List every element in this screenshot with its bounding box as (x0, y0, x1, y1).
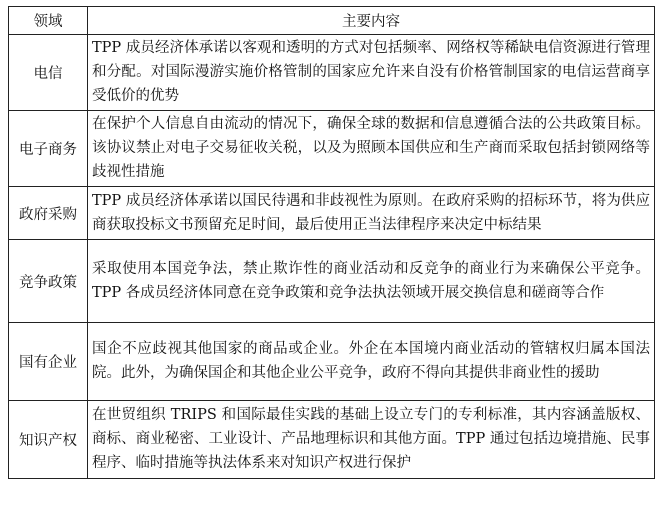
content-table (8, 6, 655, 479)
header-content: 主要内容 (88, 7, 655, 35)
row-domain-cell: 电信 (9, 35, 88, 111)
row-domain-cell: 国有企业 (9, 323, 88, 401)
row-content-cell: 采取使用本国竞争法，禁止欺诈性的商业活动和反竞争的商业行为来确保公平竞争。TPP 各成员经济体同意在竞争政策和竞争法执法领域开展交换信息和磋商等合作 (88, 240, 655, 323)
table-header-row (9, 7, 655, 35)
row-domain-cell: 知识产权 (9, 401, 88, 479)
row-content-cell: 在世贸组织 TRIPS 和国际最佳实践的基础上设立专门的专利标准，其内容涵盖版权、商标、商业秘密、工业设计、产品地理标识和其他方面。TPP 通过包括边境措施、民事程序、临时措施等执法体系来对知识产权进行保护 (88, 401, 655, 479)
table-row (9, 240, 655, 323)
table-row (9, 401, 655, 479)
row-domain-cell: 竞争政策 (9, 240, 88, 323)
header-domain: 领域 (9, 7, 88, 35)
table-row (9, 187, 655, 240)
table-row (9, 111, 655, 187)
table-row (9, 323, 655, 401)
table-container (8, 6, 655, 479)
row-domain-cell: 政府采购 (9, 187, 88, 240)
row-domain-cell: 电子商务 (9, 111, 88, 187)
row-content-cell: TPP 成员经济体承诺以客观和透明的方式对包括频率、网络权等稀缺电信资源进行管理和分配。对国际漫游实施价格管制的国家应允许来自没有价格管制国家的电信运营商享受低价的优势 (88, 35, 655, 111)
row-content-cell: 国企不应歧视其他国家的商品或企业。外企在本国境内商业活动的管辖权归属本国法院。此外，为确保国企和其他企业公平竞争，政府不得向其提供非商业性的援助 (88, 323, 655, 401)
row-content-cell: 在保护个人信息自由流动的情况下，确保全球的数据和信息遵循合法的公共政策目标。该协议禁止对电子交易征收关税，以及为照顾本国供应和生产商而采取包括封锁网络等歧视性措施 (88, 111, 655, 187)
table-row (9, 35, 655, 111)
row-content-cell: TPP 成员经济体承诺以国民待遇和非歧视性为原则。在政府采购的招标环节，将为供应商获取投标文书预留充足时间，最后使用正当法律程序来决定中标结果 (88, 187, 655, 240)
